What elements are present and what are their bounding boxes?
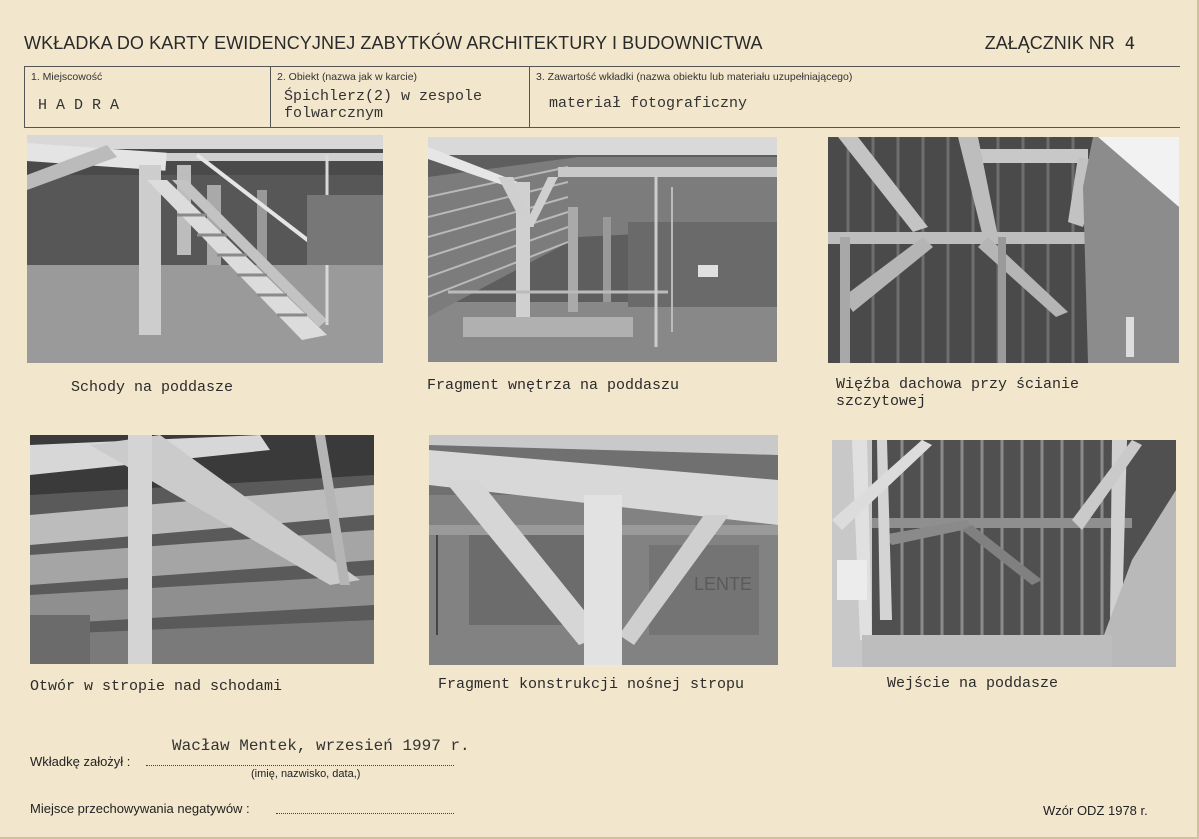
field-divider-2 — [529, 66, 530, 127]
caption-roof-truss-line1: Więźba dachowa przy ścianie — [836, 376, 1080, 393]
object-value-line2: folwarcznym — [284, 105, 384, 122]
locality-label: 1. Miejscowość — [31, 71, 103, 83]
caption-attic-entrance: Wejście na poddasze — [887, 675, 1059, 692]
negatives-label: Miejsce przechowywania negatywów : — [30, 801, 250, 816]
content-value: materiał fotograficzny — [549, 95, 748, 112]
photo-stairs — [27, 135, 383, 363]
content-label: 3. Zawartość wkładki (nazwa obiektu lub materiału uzupełniającego) — [536, 71, 853, 83]
header-rule-bottom — [24, 127, 1180, 128]
photo-ceiling-opening — [30, 435, 374, 664]
author-value: Wacław Mentek, wrzesień 1997 r. — [172, 737, 470, 755]
field-divider-1 — [270, 66, 271, 127]
negatives-dotted-line — [276, 813, 454, 814]
caption-load-bearing: Fragment konstrukcji nośnej stropu — [438, 676, 745, 693]
caption-ceiling-opening: Otwór w stropie nad schodami — [30, 678, 283, 695]
locality-value: HADRA — [38, 97, 129, 114]
caption-stairs: Schody na poddasze — [71, 379, 234, 396]
caption-roof-truss-line2: szczytowej — [836, 393, 927, 410]
photo-interior — [428, 137, 777, 362]
field-divider-left — [24, 66, 25, 127]
author-hint: (imię, nazwisko, data,) — [251, 768, 361, 780]
photo-roof-truss — [828, 137, 1179, 363]
header-rule-top — [24, 66, 1180, 67]
photo-attic-entrance — [832, 440, 1176, 667]
object-value-line1: Śpichlerz(2) w zespole — [284, 88, 483, 105]
annex-label — [985, 33, 1135, 54]
author-dotted-line — [146, 765, 454, 766]
author-label: Wkładkę założył : — [30, 754, 131, 769]
photo-wall-text: LENTE — [694, 574, 753, 594]
form-title: WKŁADKA DO KARTY EWIDENCYJNEJ ZABYTKÓW ARCHITEKTURY I BUDOWNICTWA — [24, 33, 763, 53]
photo-load-bearing — [429, 435, 778, 665]
annex-number: 4 — [1124, 34, 1135, 54]
caption-interior: Fragment wnętrza na poddaszu — [427, 377, 680, 394]
annex-label-text: ZAŁĄCZNIK NR — [984, 33, 1115, 53]
object-label: 2. Obiekt (nazwa jak w karcie) — [277, 71, 418, 83]
form-model-note: Wzór ODZ 1978 r. — [1043, 803, 1148, 818]
